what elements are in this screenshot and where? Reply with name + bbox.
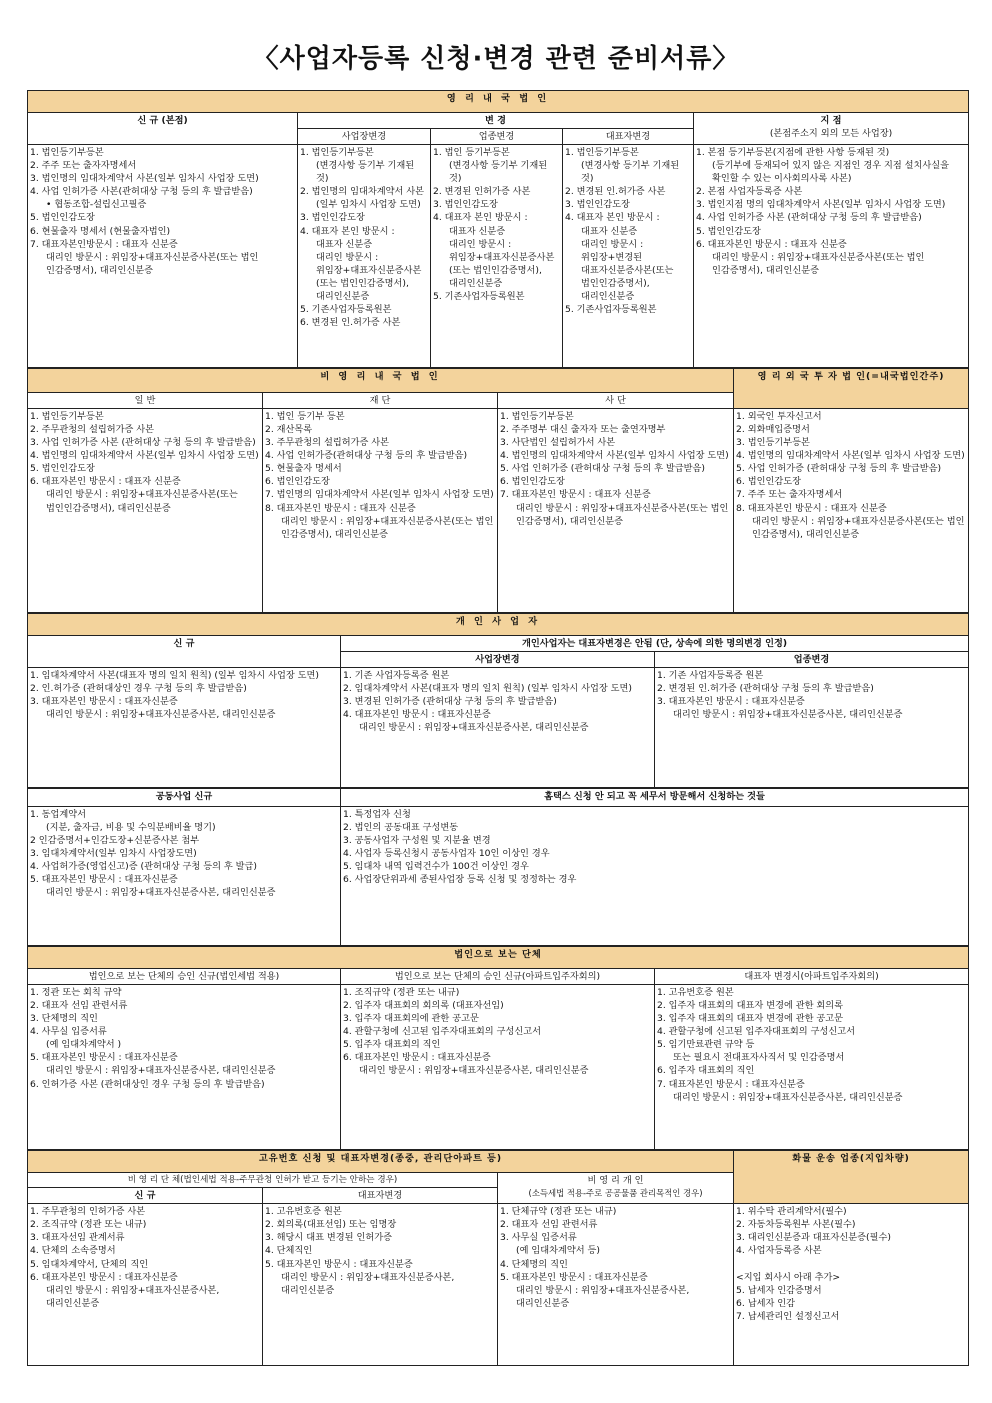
list-item: 6. 법인인감도장 xyxy=(265,476,330,488)
branch-subtitle: (본점주소지 외의 모든 사업장) xyxy=(769,128,893,140)
list-item: 4. 법인명의 임대차계약서 사본(일부 임차시 사업장 도면) xyxy=(736,450,965,462)
list-item: 1. 법인등기부등본 xyxy=(30,411,104,423)
col-header-change: 변 경 xyxy=(298,113,694,129)
list-item: 4. 단체명의 직인 xyxy=(500,1258,568,1270)
list-item: 위임장+대표자신분증사본 (또는 법인인감증명서), 대리인신분증 xyxy=(449,251,555,289)
list-item: (변경사항 등기부 기재된 것) xyxy=(316,160,415,185)
ind-header xyxy=(498,1173,734,1204)
for-profit-domestic-table xyxy=(27,90,969,368)
list-item: 2. 변경된 인허가증 사본 xyxy=(433,186,531,198)
list-item: 3. 법인인감도장 xyxy=(300,212,365,224)
deemed-corporation-table xyxy=(27,946,969,1150)
list-item: 1. 동업계약서 xyxy=(30,809,87,820)
list-item: 대리인 방문시 : xyxy=(449,238,512,250)
list-item: 5. 기존사업자등록원본 xyxy=(433,290,525,302)
list-item: 3. 입주자 대표회의 대표자 변경에 관한 공고문 xyxy=(657,1013,844,1025)
list-item: 1. 위수탁 관리계약서(필수) xyxy=(736,1206,847,1218)
list-item: 5. 대표자본인 방문시 : 대표자신분증 xyxy=(265,1258,413,1270)
sub-header-place: 사업장변경 xyxy=(298,129,431,145)
col-header-b: 법인으로 보는 단체의 승인 신규(아파트입주자회의) xyxy=(341,969,655,985)
list-item: (변경사항 등기부 기재된 것) xyxy=(449,160,548,185)
list-item: 3. 대표자본인 방문시 : 대표자신분증 xyxy=(657,696,805,708)
section-band: 개 인 사 업 자 xyxy=(28,614,969,636)
list-rep-change xyxy=(563,145,694,368)
list-place-change xyxy=(341,668,655,788)
list-item: 1. 법인등기부등본 xyxy=(500,411,574,423)
list-item: 2. 변경된 인.허가증 (관허대상 구청 등의 후 발급받음) xyxy=(657,683,874,695)
list-item: (등기부에 등재되어 있지 않은 지점인 경우 지점 설치사실을 확인할 수 있는 이사회의사록 사본) xyxy=(712,160,950,185)
list-biz-change xyxy=(431,145,563,368)
list-item: 4. 사업 인허가증(관허대상 구청 등의 후 발급받음) xyxy=(265,450,468,462)
list-item: 2. 인.허가증 (관허대상인 경우 구청 등의 후 발급받음) xyxy=(30,683,247,695)
list-item: 4. 대표자본인 방문시 : 대표자신분증 xyxy=(343,709,491,721)
list-item: 6. 대표자본인 방문시 : 대표자신분증 xyxy=(343,1052,491,1064)
list-item: 4. 대표자 본인 방문시 : xyxy=(565,212,660,224)
col-header-foundation: 재 단 xyxy=(263,393,498,409)
list-item: 3. 단체명의 직인 xyxy=(30,1013,98,1025)
list-item: 4. 법인명의 임대차계약서 사본(일부 임차시 사업장 도면) xyxy=(30,450,259,462)
list-item: 4. 대표자 본인 방문시 : xyxy=(300,225,395,237)
list-item: 5. 법인인감도장 xyxy=(696,225,761,237)
list-item: 대표자 신분증 xyxy=(581,225,638,237)
list-item: 5. 납세자 인감증명서 xyxy=(736,1284,822,1296)
unique-number-table xyxy=(27,1150,969,1366)
list-item: 위임장+변경된 대표자신분증사본(또는 법인인감증명서), 대리인신분증 xyxy=(581,251,674,302)
list-item: 1. 고유번호증 원본 xyxy=(265,1206,342,1218)
list-item: 4. 단체직인 xyxy=(265,1245,313,1257)
list-item: 2. 재산목록 xyxy=(265,424,313,436)
list-item: 2. 대표자 선임 관련서류 xyxy=(30,1000,128,1012)
list-item: 1. 주무관청의 인허가증 사본 xyxy=(30,1206,146,1218)
sub-header-rep: 대표자변경 xyxy=(263,1188,498,1204)
list-item: 대리인 방문시 : 위임장+대표자신분증사본, 대리인신분증 xyxy=(359,1065,589,1077)
list-item: 4. 사업자 등록신청시 공동사업자 10인 이상인 경우 xyxy=(343,848,550,860)
branch-title: 지 점 xyxy=(820,115,842,126)
list-item: 5. 입주자 대표회의 직인 xyxy=(343,1039,441,1051)
section-band-cargo: 화물 운송 업종(지입차량) xyxy=(734,1151,969,1204)
list-item: 2. 법인의 공동대표 구성변동 xyxy=(343,822,459,834)
joint-business-table xyxy=(27,788,969,946)
list-item: 2. 임대차계약서 사본(대표자 명의 일치 원칙) (일부 임차시 사업장 도면) xyxy=(343,683,633,695)
list-item: 대리인 방문시 : 위임장+대표자신분증사본, 대리인신분증 xyxy=(673,1091,903,1103)
col-header-change-note: 개인사업자는 대표자변경은 안됨 (단, 상속에 의한 명의변경 인정) xyxy=(341,636,969,652)
list-item: 3. 대표자본인 방문시 : 대표자신분증 xyxy=(30,696,178,708)
list-item: 3. 입주자 대표회의에 관한 공고문 xyxy=(343,1013,479,1025)
list-item: 7. 납세관리인 설정신고서 xyxy=(736,1310,840,1322)
org-header: 비 영 리 단 체(법인세법 적용-주무관청 인허가 받고 등기는 안하는 경우) xyxy=(28,1173,498,1188)
list-joint xyxy=(28,807,341,946)
list-item: 1. 특정업자 신청 xyxy=(343,809,411,820)
list-item: 4. 사업 인허가증 사본(관허대상 구청 등의 후 발급받음) xyxy=(30,186,253,198)
col-header-a: 법인으로 보는 단체의 승인 신규(법인세법 적용) xyxy=(28,969,341,985)
sub-header-rep: 대표자변경 xyxy=(563,129,694,145)
col-header-new: 신 규 (본점) xyxy=(28,113,298,145)
list-item: 2. 입주자 대표회의 대표자 변경에 관한 회의록 xyxy=(657,1000,844,1012)
list-branch xyxy=(694,145,969,368)
list-foreign xyxy=(734,409,969,613)
list-item: 1. 외국인 투자신고서 xyxy=(736,411,822,423)
list-item: 대리인 방문시 : 위임장+대표자신분증사본, 대리인신분증 xyxy=(46,1065,276,1077)
list-item: 6. 사업장단위과세 종된사업장 등록 신청 및 정정하는 경우 xyxy=(343,874,577,886)
list-item: 5. 대표자본인 방문시 : 대표자신분증 xyxy=(30,1052,178,1064)
list-association xyxy=(498,409,734,613)
list-item: 4. 사업허가증(영업신고)증 (관허대상 구청 등의 후 발급) xyxy=(30,861,258,873)
list-item: 3. 대표자선임 관계서류 xyxy=(30,1232,125,1244)
list-item: 3. 법인지점 명의 임대차계약서 사본(일부 임차시 사업장 도면) xyxy=(696,199,946,211)
list-item: 3. 사단법인 설립허가서 사본 xyxy=(500,437,616,449)
list-item: 5. 기존사업자등록원본 xyxy=(300,303,392,315)
list-individual xyxy=(498,1204,734,1366)
list-item: 6. 입주자 대표회의 직인 xyxy=(657,1065,755,1077)
list-item: 2. 입주자 대표회의 회의록 (대표자선임) xyxy=(343,1000,504,1012)
col-header-general: 일 반 xyxy=(28,393,263,409)
section-band: 영 리 내 국 법 인 xyxy=(28,91,969,113)
list-item: 3. 법인등기부등본 xyxy=(736,437,810,449)
list-item: (지분, 출자금, 비용 및 수익분배비율 명기) xyxy=(46,822,216,834)
list-item: 3. 임대차계약서(일부 임차시 사업장도면) xyxy=(30,848,197,860)
col-header-association: 사 단 xyxy=(498,393,734,409)
list-item: 6. 납세자 인감 xyxy=(736,1297,795,1309)
list-item: 6. 인허가증 사본 (관허대상인 경우 구청 등의 후 발급받음) xyxy=(30,1078,265,1090)
list-item: 8. 대표자본인 방문시 : 대표자 신분증 xyxy=(736,502,887,514)
list-item: 1. 법인등기부등본 xyxy=(30,147,104,159)
list-cargo xyxy=(734,1204,969,1366)
list-item: 대리인 방문시 : 위임장+대표자신분증사본, 대리인신분증 xyxy=(359,722,589,734)
list-new xyxy=(28,668,341,788)
list-item: 1. 단체규약 (정관 또는 내규) xyxy=(500,1206,617,1218)
list-item: 3. 변경된 인허가증 (관허대상 구청 등의 후 발급받음) xyxy=(343,696,557,708)
list-item: 8. 대표자본인 방문시 : 대표자 신분증 xyxy=(265,502,416,514)
list-item: 3. 법인명의 임대차계약서 사본(일부 임차시 사업장 도면) xyxy=(30,173,259,185)
list-item: 3. 대리인신분증과 대표자신분증(필수) xyxy=(736,1232,891,1244)
non-profit-domestic-table xyxy=(27,368,969,613)
list-item: 5. 대표자본인 방문시 : 대표자신분증 xyxy=(30,874,178,886)
list-item: 6. 대표자본인 방문시 : 대표자신분증 xyxy=(30,1271,178,1283)
list-item: 1. 정관 또는 회칙 규약 xyxy=(30,987,122,999)
list-item: 대표자 신분증 xyxy=(449,225,506,237)
list-item: 5. 대표자본인 방문시 : 대표자신분증 xyxy=(500,1271,648,1283)
col-header-new: 신 규 xyxy=(28,636,341,668)
list-item: 1. 본점 등기부등본(지점에 관한 사항 등재된 것) xyxy=(696,147,890,159)
list-item: 1. 법인등기부등본 xyxy=(565,147,639,159)
list-item: 대리인 방문시 : 위임장+대표자신분증사본(또는 법인 인감증명서), 대리인신분증 xyxy=(281,515,494,540)
list-item: 2. 주무관청의 설립허가증 사본 xyxy=(30,424,155,436)
list-new xyxy=(28,145,298,368)
list-item: 대리인 방문시 : 위임장+대표자신분증사본, 대리인신분증 xyxy=(46,709,276,721)
list-item: 3. 공동사업자 구성원 및 지분율 변경 xyxy=(343,835,491,847)
list-item: 5. 현물출자 명세서 xyxy=(265,463,342,475)
list-place-change xyxy=(298,145,431,368)
list-item: 2 인감증명서+인감도장+신분증사본 첨부 xyxy=(30,835,200,847)
list-item: 5. 임기만료관련 규약 등 xyxy=(657,1039,755,1051)
list-item: 2. 자동차등록원부 사본(필수) xyxy=(736,1219,856,1231)
list-item: 4. 사업 인허가증 사본 (관허대상 구청 등의 후 발급받음) xyxy=(696,212,922,224)
list-c xyxy=(655,985,969,1150)
list-item: 대리인 방문시 : 위임장+대표자신분증사본(또는 법인 인감증명서), 대리인신분증 xyxy=(712,251,925,276)
list-item: 4. 관할구청에 신고된 입주자대표회의 구성신고서 xyxy=(343,1026,541,1038)
list-item: 6. 현물출자 명세서 (현물출자법인) xyxy=(30,225,171,237)
list-item: 6. 변경된 인.허가증 사본 xyxy=(300,316,401,328)
ind-title: 비 영 리 개 인 xyxy=(587,1175,644,1186)
page-title: 〈사업자등록 신청·변경 관련 준비서류〉 xyxy=(252,44,740,74)
list-foundation xyxy=(263,409,498,613)
list-item: 1. 법인 등기부등본 xyxy=(433,147,510,159)
list-item: 3. 사무실 입증서류 xyxy=(500,1232,577,1244)
list-item: 대리인 방문시 : 위임장+대표자신분증사본, 대리인신분증 xyxy=(46,1284,220,1309)
list-item: 1. 고유번호증 원본 xyxy=(657,987,734,999)
list-item: 4. 대표자 본인 방문시 : xyxy=(433,212,528,224)
list-item: 2. 법인명의 임대차계약서 사본 xyxy=(300,186,425,198)
list-item: 6. 대표자본인 방문시 : 대표자 신분증 xyxy=(696,238,847,250)
list-item: 6. 법인인감도장 xyxy=(736,476,801,488)
list-item: 2. 주주명부 대신 출자자 또는 출연자명부 xyxy=(500,424,666,436)
list-item: 2. 외화매입증명서 xyxy=(736,424,810,436)
list-item: 대리인 방문시 : 위임장+대표자신분증사본(또는 법인인감증명서), 대리인신분증 xyxy=(46,489,238,514)
list-org-new xyxy=(28,1204,263,1366)
list-item: 5. 사업 인허가증 (관허대상 구청 등의 후 발급받음) xyxy=(500,463,706,475)
list-item: 2. 회의록(대표선임) 또는 임명장 xyxy=(265,1219,397,1231)
list-item: • 협동조합-설립신고필증 xyxy=(46,199,147,211)
list-item: 대리인 방문시 : xyxy=(581,238,644,250)
list-item: 7. 대표자본인 방문시 : 대표자신분증 xyxy=(657,1078,805,1090)
section-band: 고유번호 신청 및 대표자변경(종중, 관리단아파트 등) xyxy=(28,1151,734,1173)
ind-subtitle: (소득세법 적용-주로 공공물품 관리목적인 경우) xyxy=(528,1188,703,1199)
sub-header-biz: 업종변경 xyxy=(431,129,563,145)
list-item: 5. 사업 인허가증 (관허대상 구청 등의 후 발급받음) xyxy=(736,463,942,475)
list-item: 대리인 방문시 : 위임장+대표자신분증사본, 대리인신분증 xyxy=(281,1271,455,1296)
list-item xyxy=(736,1258,966,1271)
list-item: 4. 법인명의 임대차계약서 사본(일부 임차시 사업장 도면) xyxy=(500,450,729,462)
list-item: 5. 기존사업자등록원본 xyxy=(565,303,657,315)
list-a xyxy=(28,985,341,1150)
section-band-foreign: 영 리 외 국 투 자 법 인(=내국법인간주) xyxy=(734,369,969,409)
list-item: (예 임대차계약서 ) xyxy=(46,1039,122,1051)
list-item: 2. 변경된 인.허가증 사본 xyxy=(565,186,666,198)
sub-header-new: 신 규 xyxy=(28,1188,263,1204)
list-item: 대표자 신분증 xyxy=(316,238,373,250)
list-item: 2. 대표자 선임 관련서류 xyxy=(500,1219,598,1231)
list-item: 6. 법인인감도장 xyxy=(500,476,565,488)
list-item: 5. 임대차 내역 입력건수가 100건 이상인 경우 xyxy=(343,861,529,873)
list-item: (일부 임차시 사업장 도면) xyxy=(316,199,421,211)
list-item: 또는 필요시 전대표자사직서 및 인감증명서 xyxy=(673,1052,845,1064)
list-item: 대리인 방문시 : xyxy=(316,251,379,263)
list-item: 대리인 방문시 : 위임장+대표자신분증사본(또는 법인 인감증명서), 대리인신분증 xyxy=(516,502,729,527)
list-item: 3. 법인인감도장 xyxy=(433,199,498,211)
list-item: 대리인 방문시 : 위임장+대표자신분증사본, 대리인신분증 xyxy=(46,887,276,899)
list-b xyxy=(341,985,655,1150)
col-header-visit-only: 홈택스 신청 안 되고 꼭 세무서 방문해서 신청하는 것들 xyxy=(341,789,969,807)
sub-header-biz: 업종변경 xyxy=(655,652,969,668)
list-item: 1. 기존 사업자등록증 원본 xyxy=(657,670,764,682)
list-item: 대리인 방문시 : 위임장+대표자신분증사본, 대리인신분증 xyxy=(516,1284,690,1309)
list-item: 1. 기존 사업자등록증 원본 xyxy=(343,670,450,682)
list-item: 3. 주무관청의 설립허가증 사본 xyxy=(265,437,390,449)
list-item: 7. 주주 또는 출자자명세서 xyxy=(736,489,843,501)
list-item: 1. 임대차계약서 사본(대표자 명의 일치 원칙) (일부 임차시 사업장 도면) xyxy=(30,670,320,682)
col-header-branch xyxy=(694,113,969,145)
list-item: 1. 법인 등기부 등본 xyxy=(265,411,345,423)
list-item: 6. 대표자본인 방문시 : 대표자 신분증 xyxy=(30,476,181,488)
list-item: 4. 관할구청에 신고된 입주자대표회의 구성신고서 xyxy=(657,1026,855,1038)
list-item: 3. 해당시 대표 변경된 인허가증 xyxy=(265,1232,392,1244)
list-item: 7. 대표자본인방문시 : 대표자 신분증 xyxy=(30,238,178,250)
list-item: 대리인 방문시 : 위임장+대표자신분증사본(또는 법인 인감증명서), 대리인신분증 xyxy=(752,515,965,540)
list-item: 2. 주주 또는 출자자명세서 xyxy=(30,160,137,172)
list-item: 3. 사업 인허가증 사본 (관허대상 구청 등의 후 발급받음) xyxy=(30,437,256,449)
individual-business-table xyxy=(27,613,969,788)
list-item: 대리인 방문시 : 위임장+대표자신분증사본(또는 법인 인감증명서), 대리인신분증 xyxy=(46,251,259,276)
list-item: (예 임대차계약서 등) xyxy=(516,1245,601,1257)
list-item: (변경사항 등기부 기재된 것) xyxy=(581,160,680,185)
col-header-c: 대표자 변경시(아파트입주자회의) xyxy=(655,969,969,985)
list-item: 1. 법인등기부등본 xyxy=(300,147,374,159)
list-item: 7. 대표자본인 방문시 : 대표자 신분증 xyxy=(500,489,651,501)
list-item: 1. 조직규약 (정관 또는 내규) xyxy=(343,987,460,999)
section-band: 비 영 리 내 국 법 인 xyxy=(28,369,734,393)
list-org-rep xyxy=(263,1204,498,1366)
list-item: 2. 본점 사업자등록증 사본 xyxy=(696,186,803,198)
col-header-joint: 공동사업 신규 xyxy=(28,789,341,807)
list-item: 5. 임대차계약서, 단체의 직인 xyxy=(30,1258,149,1270)
list-biz-change xyxy=(655,668,969,788)
list-item: 5. 법인인감도장 xyxy=(30,212,95,224)
sub-header-place: 사업장변경 xyxy=(341,652,655,668)
list-item: 4. 사업자등록증 사본 xyxy=(736,1245,822,1257)
list-item: <지입 회사시 아래 추가> xyxy=(736,1271,841,1283)
list-general xyxy=(28,409,263,613)
list-item: 2. 조직규약 (정관 또는 내규) xyxy=(30,1219,147,1231)
list-item: 4. 단체의 소속증명서 xyxy=(30,1245,116,1257)
section-band: 법인으로 보는 단체 xyxy=(28,947,969,969)
list-item: 위임장+대표자신분증사본 (또는 법인인감증명서), 대리인신분증 xyxy=(316,264,422,302)
list-item: 3. 법인인감도장 xyxy=(565,199,630,211)
list-item: 7. 법인명의 임대차계약서 사본(일부 임차시 사업장 도면) xyxy=(265,489,494,501)
list-item: 5. 법인인감도장 xyxy=(30,463,95,475)
list-item: 대리인 방문시 : 위임장+대표자신분증사본, 대리인신분증 xyxy=(673,709,903,721)
list-visit-only xyxy=(341,807,969,946)
list-item: 4. 사무실 입증서류 xyxy=(30,1026,107,1038)
